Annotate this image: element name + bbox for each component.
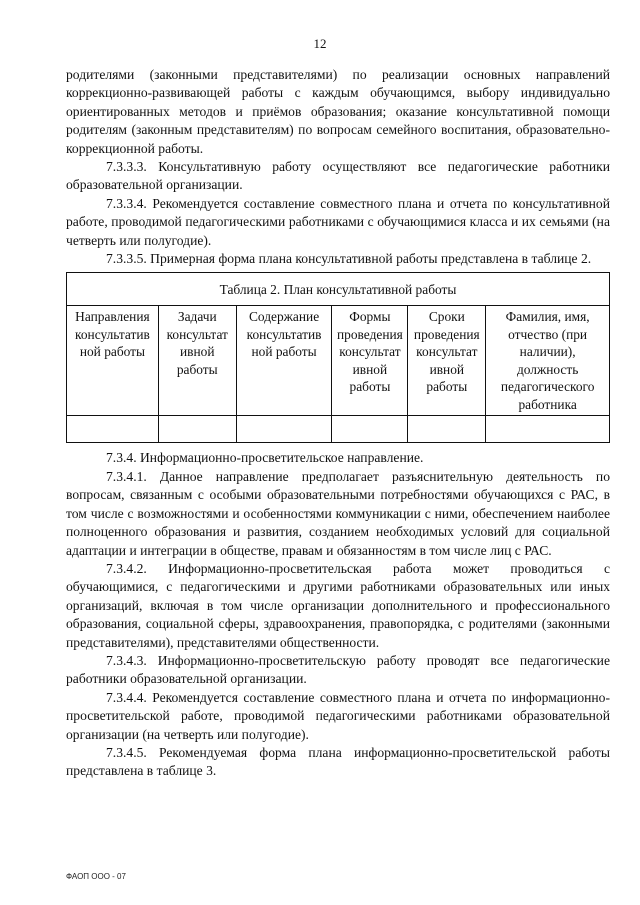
table-cell bbox=[332, 416, 408, 443]
page-number: 12 bbox=[313, 36, 327, 51]
table-cell bbox=[486, 416, 610, 443]
table-cell bbox=[67, 416, 159, 443]
table-header-cell: Фамилия, имя, отчество (при наличии), должность педагогического работника bbox=[486, 306, 610, 416]
document-body bbox=[66, 66, 610, 781]
table-cell bbox=[408, 416, 486, 443]
paragraphs-after bbox=[66, 449, 610, 780]
paragraph: 7.3.4.3. Информационно-просветительскую работу проводят все педагогические работники образовательной организации. bbox=[66, 652, 610, 687]
table-header-cell: Направления консультатив ной работы bbox=[67, 306, 159, 416]
table-header-cell: Содержание консультатив ной работы bbox=[236, 306, 332, 416]
table-header-cell: Формы проведения консультат ивной работы bbox=[332, 306, 408, 416]
consultative-plan-table bbox=[66, 272, 610, 443]
table-caption: Таблица 2. План консультативной работы bbox=[67, 273, 610, 306]
paragraph: 7.3.4.2. Информационно-просветительская работа может проводиться с обучающимися, с педагогическими и другими работниками образовательных или иных организаций, включая в том числе организации дополнительного и профессионального образования, социальной сферы, здравоохранения, правопорядка, с родителями (законными представителями), представителями общественности. bbox=[66, 560, 610, 650]
paragraph: 7.3.3.5. Примерная форма плана консультативной работы представлена в таблице 2. bbox=[106, 251, 592, 267]
paragraph: 7.3.3.3. Консультативную работу осуществляют все педагогические работники образовательной организации. bbox=[66, 159, 610, 193]
table-cell bbox=[236, 416, 332, 443]
table-header-cell: Задачи консультат ивной работы bbox=[158, 306, 236, 416]
table-cell bbox=[158, 416, 236, 443]
table-header-row bbox=[67, 306, 610, 416]
paragraph: 7.3.4.4. Рекомендуется составление совместного плана и отчета по информационно-просветительской работе, проводимой педагогическими работниками образовательной организации (на четверть или полугодие). bbox=[66, 689, 610, 742]
paragraph: родителями (законными представителями) по реализации основных направлений коррекционно-развивающей работы с каждым обучающимся, выбору индивидуально ориентированных методов и приёмов образования; оказание консультативной помощи родителям (законным представителям) по вопросам семейного воспитания, образовательно-коррекционной работы. bbox=[66, 67, 610, 156]
paragraph: 7.3.4.5. Рекомендуемая форма плана информационно-просветительской работы представлена в таблице 3. bbox=[66, 744, 610, 779]
document-footer-code: ФАОП ООО - 07 bbox=[66, 872, 126, 881]
table-row bbox=[67, 416, 610, 443]
paragraphs-before bbox=[66, 66, 610, 268]
paragraph: 7.3.4.1. Данное направление предполагает разъяснительную деятельность по вопросам, связанным с особыми образовательными потребностями обучающихся с РАС, в том числе с возможностями и особенностями коммуникации с ними, обеспечением наиболее полноценного образования и развития, созданием необходимых условий для социальной адаптации и интеграции в обществе, правам и обязанностям в том числе лиц с РАС. bbox=[66, 468, 610, 558]
table-header-cell: Сроки проведения консультат ивной работы bbox=[408, 306, 486, 416]
section-heading: 7.3.4. Информационно-просветительское направление. bbox=[106, 450, 424, 466]
paragraph: 7.3.3.4. Рекомендуется составление совместного плана и отчета по консультативной работе, проводимой педагогическими работниками с обучающимися класса и их семьями (на четверть или полугодие). bbox=[66, 195, 610, 248]
